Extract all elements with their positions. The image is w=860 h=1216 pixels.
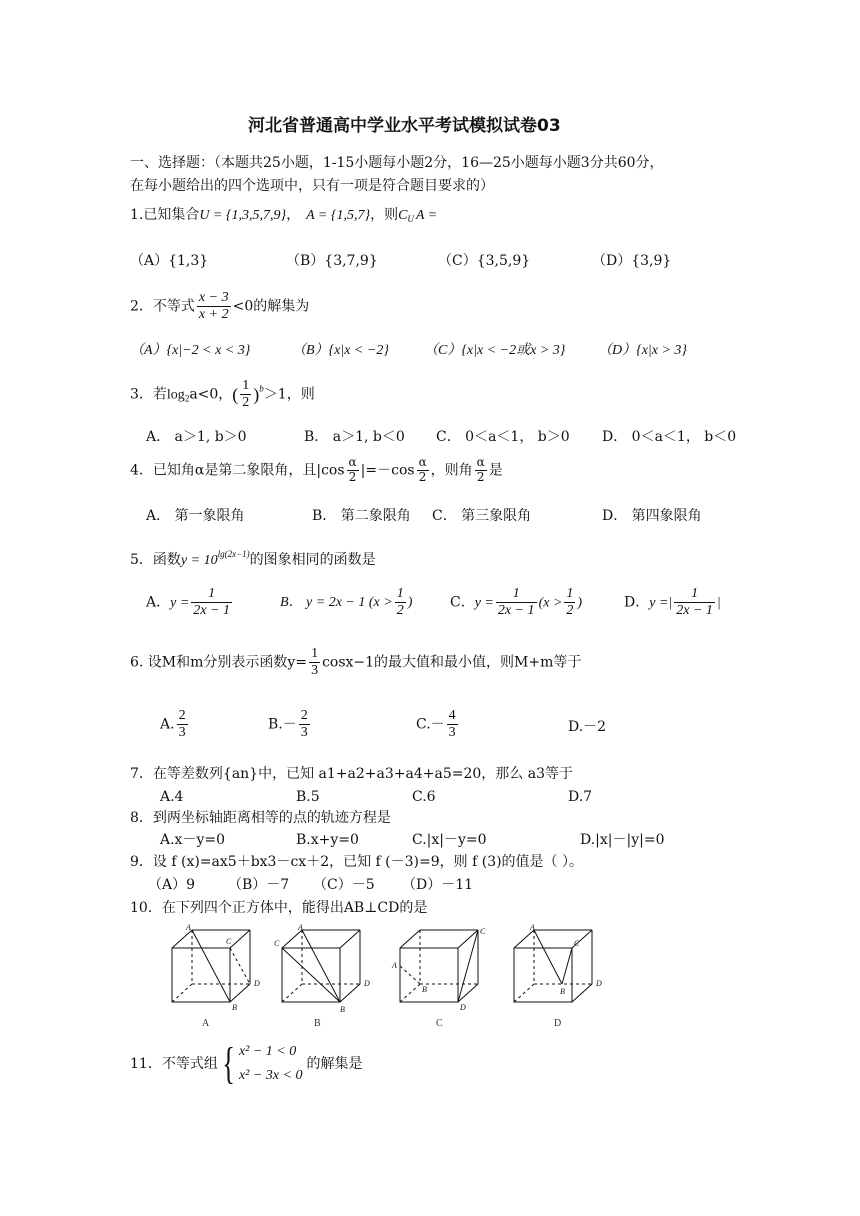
q5-option-c-label: C． bbox=[450, 594, 475, 611]
q3-log: log bbox=[166, 387, 185, 403]
q1-separator: ， bbox=[286, 207, 301, 223]
q4-denominator-3: 2 bbox=[476, 469, 485, 484]
cube-d-icon[interactable] bbox=[514, 930, 592, 1002]
q5-option-b-den: 2 bbox=[396, 603, 404, 619]
q5-option-c[interactable] bbox=[450, 586, 582, 619]
q3-numerator: 1 bbox=[240, 378, 251, 395]
q3-paren-open: ( bbox=[232, 384, 239, 405]
q4-option-b[interactable]: B． 第二象限角 bbox=[312, 508, 411, 524]
cube-d-vertex-d: D bbox=[596, 979, 602, 988]
q1-option-d[interactable]: （D）{3,9} bbox=[592, 253, 672, 269]
q1-stem-b: ，则 bbox=[370, 207, 399, 223]
question-8-stem: 8．到两坐标轴距离相等的点的轨迹方程是 bbox=[130, 810, 391, 826]
cube-a-vertex-c: C bbox=[226, 937, 232, 946]
cube-d-vertex-a: A bbox=[530, 923, 535, 932]
q6-option-a-label: A. bbox=[160, 716, 175, 733]
q4-option-c[interactable]: C． 第三象限角 bbox=[432, 508, 532, 524]
q3-paren-close: ) bbox=[253, 384, 260, 405]
q3-option-c[interactable]: C． 0＜a＜1， b＞0 bbox=[436, 429, 570, 445]
q5-option-c-close: ) bbox=[577, 595, 583, 611]
q6-option-c-fraction bbox=[447, 708, 458, 741]
cube-a-icon[interactable] bbox=[172, 930, 250, 1002]
q2-numerator: x − 3 bbox=[197, 290, 231, 307]
q5-stem-b: 的图象相同的函数是 bbox=[249, 552, 376, 568]
q6-option-b-den: 3 bbox=[300, 725, 308, 741]
q6-option-a-num: 2 bbox=[177, 708, 188, 725]
q5-option-a-lhs: y = bbox=[170, 595, 190, 611]
question-6-stem bbox=[130, 646, 581, 679]
q3-stem-b: a<0， bbox=[189, 386, 233, 403]
q6-option-d[interactable]: D.－2 bbox=[568, 719, 607, 735]
q11-stem-b: 的解集是 bbox=[306, 1056, 363, 1072]
q5-option-c-cond: (x > bbox=[538, 595, 563, 611]
q4-denominator-1: 2 bbox=[348, 469, 357, 484]
q5-option-c-num: 1 bbox=[496, 586, 537, 603]
q6-option-b-label: B.－ bbox=[268, 716, 297, 733]
q1-option-a[interactable]: （A）{1,3} bbox=[130, 253, 209, 269]
question-5-stem bbox=[130, 550, 376, 568]
q6-option-a-fraction bbox=[177, 708, 188, 741]
q5-function: y = 10 bbox=[180, 553, 218, 568]
q11-stem-a: 11．不等式组 bbox=[130, 1056, 218, 1072]
q3-stem-c: ＞1，则 bbox=[263, 386, 315, 403]
q5-option-c-fraction bbox=[496, 586, 537, 619]
q7-option-b[interactable]: B.5 bbox=[296, 789, 320, 805]
q2-stem-b: <0的解集为 bbox=[232, 298, 310, 315]
question-2-stem bbox=[130, 290, 309, 323]
question-11-stem bbox=[130, 1040, 362, 1088]
q2-option-d[interactable]: （D）{x|x > 3} bbox=[598, 343, 688, 358]
q1-set-a: A = {1,5,7} bbox=[306, 208, 371, 223]
q6-stem-b: cosx−1的最大值和最小值，则M+m等于 bbox=[322, 654, 582, 671]
q5-option-b-close: ) bbox=[407, 594, 413, 610]
q5-option-b[interactable] bbox=[280, 586, 412, 619]
q5-option-d-den: 2x − 1 bbox=[676, 603, 713, 619]
cube-b-vertex-c: C bbox=[274, 939, 280, 948]
q6-denominator: 3 bbox=[311, 663, 319, 679]
q9-option-d[interactable]: （D）－11 bbox=[402, 877, 474, 893]
q4-fraction-1 bbox=[347, 456, 359, 485]
q5-option-a-num: 1 bbox=[191, 586, 232, 603]
q3-log-base: 2 bbox=[184, 393, 190, 404]
q6-option-c-num: 4 bbox=[447, 708, 458, 725]
q5-option-a-fraction bbox=[191, 586, 232, 619]
q5-option-d-num: 1 bbox=[674, 586, 715, 603]
cube-a-vertex-a: A bbox=[186, 923, 191, 932]
q2-option-b[interactable]: （B）{x|x < −2} bbox=[292, 343, 389, 358]
q4-stem-c: ，则角 bbox=[430, 462, 473, 479]
q5-option-a-den: 2x − 1 bbox=[193, 603, 230, 619]
cube-c-icon[interactable] bbox=[400, 930, 478, 1002]
q5-option-c-lhs: y = bbox=[474, 595, 494, 611]
q4-option-a[interactable]: A． 第一象限角 bbox=[146, 508, 245, 524]
q6-option-c-label: C.－ bbox=[416, 716, 445, 733]
q2-stem-a: 2．不等式 bbox=[130, 298, 195, 315]
page-title: 河北省普通高中学业水平考试模拟试卷03 bbox=[248, 116, 561, 136]
q4-denominator-2: 2 bbox=[418, 469, 427, 484]
q4-stem-d: 是 bbox=[488, 462, 503, 479]
q3-fraction bbox=[240, 378, 251, 411]
q5-stem-a: 5．函数 bbox=[130, 552, 181, 568]
cube-b-caption: B bbox=[314, 1018, 321, 1029]
q2-option-a[interactable]: （A）{x|−2 < x < 3} bbox=[130, 343, 251, 358]
q3-exponent: b bbox=[259, 383, 264, 394]
cube-c-caption: C bbox=[436, 1018, 443, 1029]
cube-d-vertex-c: C bbox=[574, 939, 580, 948]
q1-stem-a: 1.已知集合 bbox=[130, 207, 200, 223]
question-10-stem: 10．在下列四个正方体中，能得出AB⊥CD的是 bbox=[130, 900, 428, 916]
question-4-stem bbox=[130, 456, 503, 485]
question-1-stem bbox=[130, 208, 437, 224]
q4-fraction-3 bbox=[475, 456, 487, 485]
q5-option-a-label: A． bbox=[146, 594, 171, 611]
q9-option-b[interactable]: （B）－7 bbox=[228, 877, 290, 893]
q6-option-b[interactable] bbox=[268, 708, 312, 741]
cube-a-vertex-b: B bbox=[232, 1003, 237, 1012]
q5-option-d[interactable] bbox=[624, 586, 721, 619]
section-header-line2: 在每小题给出的四个选项中，只有一项是符合题目要求的） bbox=[130, 178, 494, 194]
cube-d-vertex-b: B bbox=[560, 987, 565, 996]
q1-stem-tail: A = bbox=[415, 208, 438, 223]
q4-numerator-2: α bbox=[418, 455, 427, 469]
q5-option-d-lhs: y =| bbox=[649, 595, 673, 611]
q3-stem-a: 3．若 bbox=[130, 386, 167, 403]
cube-c-vertex-d: D bbox=[460, 1003, 466, 1012]
q8-option-d[interactable]: D.|x|－|y|=0 bbox=[580, 832, 665, 848]
q4-numerator-1: α bbox=[348, 455, 357, 469]
q7-option-d[interactable]: D.7 bbox=[568, 789, 593, 805]
q5-option-d-fraction bbox=[674, 586, 715, 619]
cube-c-vertex-b: B bbox=[422, 985, 427, 994]
q5-option-d-close: | bbox=[716, 595, 721, 611]
q5-option-d-label: D． bbox=[624, 594, 650, 611]
q4-option-d[interactable]: D． 第四象限角 bbox=[602, 508, 702, 524]
q5-option-c-cond-fraction bbox=[564, 586, 575, 619]
q1-set-u: U = {1,3,5,7,9} bbox=[199, 208, 287, 223]
cube-d-caption: D bbox=[554, 1018, 562, 1029]
q6-option-b-fraction bbox=[299, 708, 310, 741]
q7-option-a[interactable]: A.4 bbox=[160, 789, 184, 805]
q2-option-c[interactable]: （C）{x|x < −2或x > 3} bbox=[424, 343, 566, 358]
question-7-stem: 7．在等差数列{an}中，已知 a1+a2+a3+a4+a5=20，那么 a3等于 bbox=[130, 766, 573, 782]
q5-option-c-cond-num: 1 bbox=[564, 586, 575, 603]
q6-fraction bbox=[309, 646, 320, 679]
q8-option-c[interactable]: C.|x|－y=0 bbox=[412, 832, 487, 848]
q3-denominator: 2 bbox=[242, 395, 250, 411]
q11-line-2: x² − 3x < 0 bbox=[238, 1068, 303, 1083]
q6-option-c[interactable] bbox=[416, 708, 460, 741]
q4-stem-b: |=－cos bbox=[360, 462, 415, 479]
q2-denominator: x + 2 bbox=[198, 307, 229, 323]
q11-line-1: x² − 1 < 0 bbox=[238, 1044, 297, 1059]
q6-option-a-den: 3 bbox=[178, 725, 186, 741]
q8-option-a[interactable]: A.x－y=0 bbox=[160, 832, 226, 848]
q5-option-b-text: B． y = 2x − 1 (x > bbox=[280, 594, 393, 610]
q3-option-d[interactable]: D． 0＜a＜1， b＜0 bbox=[602, 429, 737, 445]
q3-option-b[interactable]: B． a＞1, b＜0 bbox=[304, 429, 405, 445]
cube-b-icon[interactable] bbox=[282, 930, 360, 1002]
q10-cubes-figure bbox=[160, 920, 620, 1030]
q6-stem-a: 6. 设M和m分别表示函数y= bbox=[130, 654, 308, 671]
q5-option-b-num: 1 bbox=[395, 586, 406, 603]
cube-a-vertex-d: D bbox=[254, 979, 260, 988]
q3-option-a[interactable]: A． a＞1, b＞0 bbox=[146, 429, 247, 445]
cube-b-vertex-d: D bbox=[364, 979, 370, 988]
q9-option-c[interactable]: （C）－5 bbox=[313, 877, 375, 893]
q1-option-b[interactable]: （B）{3,7,9} bbox=[286, 253, 378, 269]
q5-exponent: lg(2x−1) bbox=[217, 549, 250, 559]
q5-option-a[interactable] bbox=[146, 586, 234, 619]
q4-stem-a: 4．已知角α是第二象限角，且|cos bbox=[130, 462, 345, 479]
cube-a-caption: A bbox=[202, 1018, 210, 1029]
q6-option-c-den: 3 bbox=[448, 725, 456, 741]
q6-numerator: 1 bbox=[309, 646, 320, 663]
q9-option-a[interactable]: （A）9 bbox=[148, 877, 196, 893]
q1-complement-sub: U bbox=[407, 214, 414, 224]
cube-c-vertex-a: A bbox=[392, 961, 397, 970]
q8-option-b[interactable]: B.x+y=0 bbox=[296, 832, 359, 848]
q11-brace-icon: { bbox=[222, 1039, 235, 1088]
question-3-stem bbox=[130, 378, 315, 411]
q5-option-b-fraction bbox=[395, 586, 406, 619]
cube-b-vertex-a: A bbox=[298, 923, 303, 932]
q2-fraction bbox=[197, 290, 231, 323]
q6-option-a[interactable] bbox=[160, 708, 190, 741]
q5-option-c-cond-den: 2 bbox=[566, 603, 574, 619]
q4-fraction-2 bbox=[417, 456, 429, 485]
q5-option-c-den: 2x − 1 bbox=[497, 603, 535, 619]
cube-b-vertex-b: B bbox=[340, 1005, 345, 1014]
q7-option-c[interactable]: C.6 bbox=[412, 789, 436, 805]
question-9-stem: 9．设 f (x)=ax5＋bx3－cx＋2，已知 f (－3)=9，则 f (3)的值是（ ）。 bbox=[130, 854, 584, 870]
q4-numerator-3: α bbox=[476, 455, 485, 469]
q1-option-c[interactable]: （C）{3,5,9} bbox=[438, 253, 531, 269]
cube-c-vertex-c: C bbox=[480, 927, 486, 936]
q11-system bbox=[239, 1040, 303, 1088]
q1-complement-c: C bbox=[398, 208, 408, 223]
q6-option-b-num: 2 bbox=[299, 708, 310, 725]
section-header-line1: 一、选择题：（本题共25小题，1-15小题每小题2分，16—25小题每小题3分共60分， bbox=[130, 155, 664, 171]
